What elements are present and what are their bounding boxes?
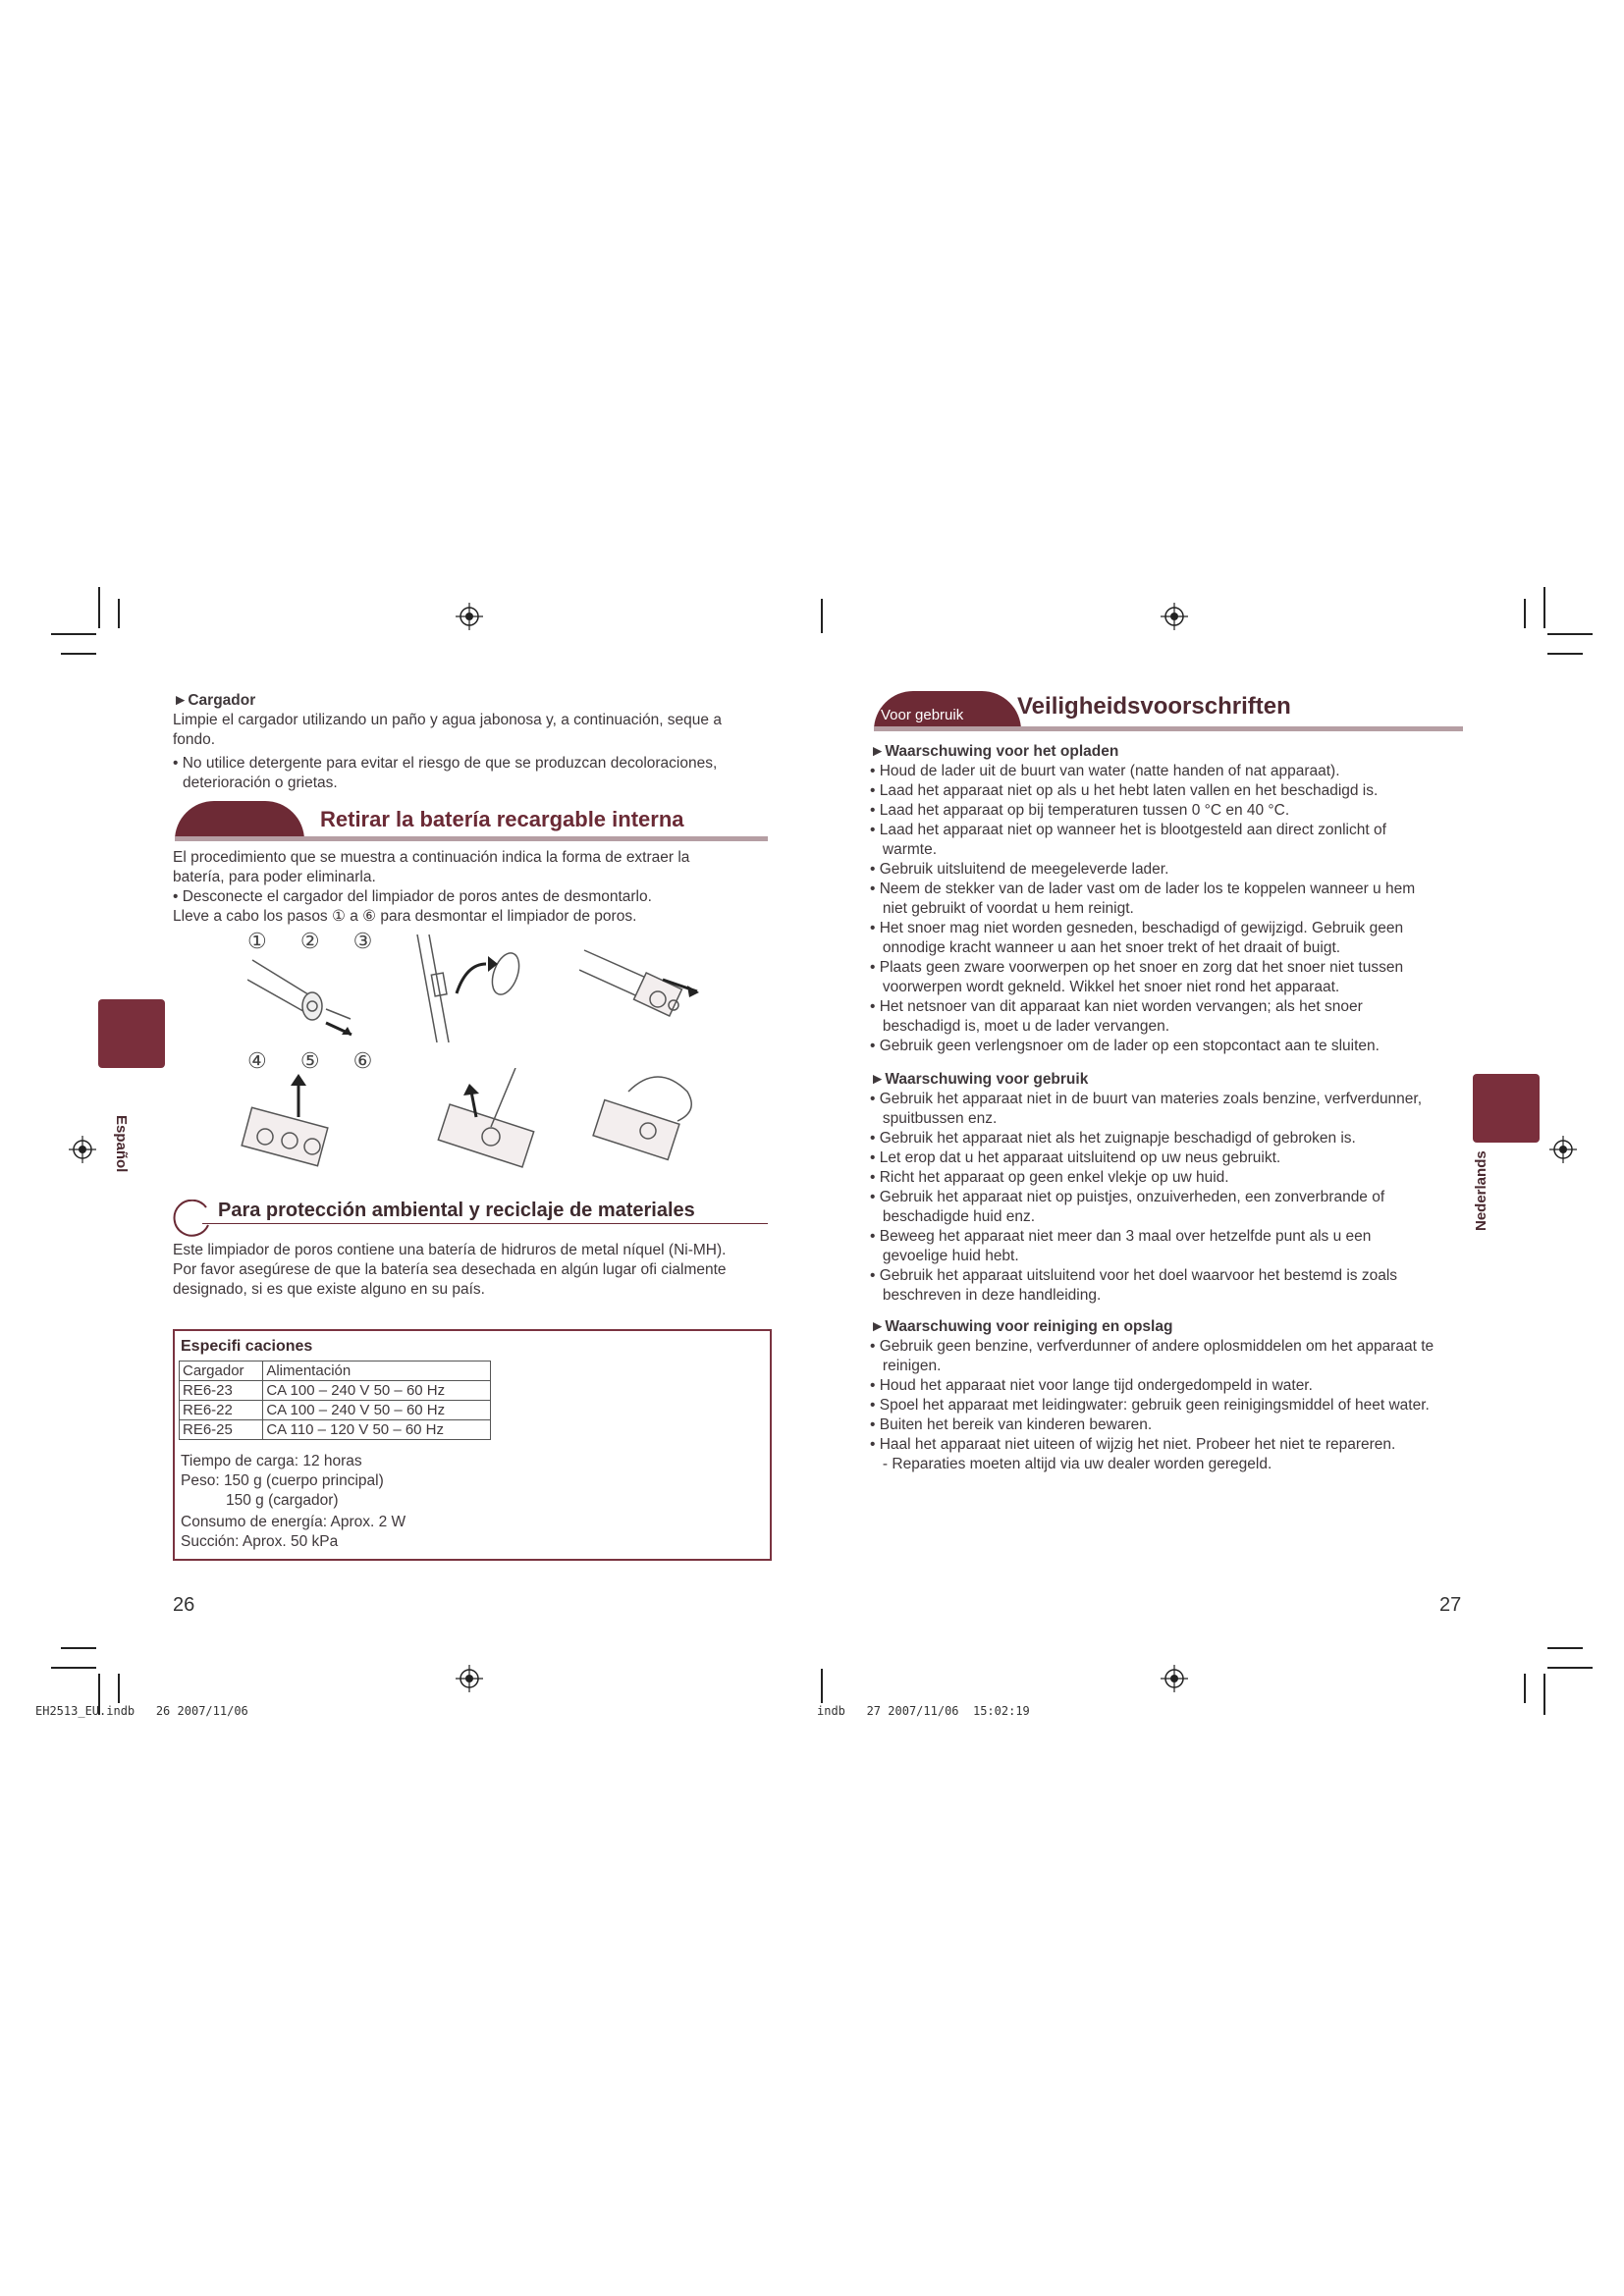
footer-file: indb 27	[817, 1704, 882, 1718]
recycle-circle-icon	[173, 1200, 212, 1239]
registration-target-icon	[69, 1136, 96, 1163]
gebruik-list	[870, 1090, 1469, 1306]
footer-slug-left	[35, 1704, 248, 1718]
list-item: • Gebruik het apparaat niet op puistjes, onzuiverheden, een zonverbrande of	[870, 1189, 1385, 1205]
registration-target-icon	[1549, 1136, 1577, 1163]
list-item: • Neem de stekker van de lader vast om de lader los te koppelen wanneer u hem	[870, 881, 1416, 897]
list-item: spuitbussen enz.	[870, 1110, 998, 1127]
list-item: onnodige kracht wanneer u aan het snoer trekt of het draait of buigt.	[870, 939, 1341, 956]
crop-mark	[118, 1674, 120, 1703]
crop-mark	[1547, 653, 1583, 655]
list-item: • Let erop dat u het apparaat uitsluitend op uw neus gebruikt.	[870, 1149, 1281, 1166]
list-item: • Laad het apparaat niet op wanneer het is blootgesteld aan direct zonlicht of	[870, 822, 1386, 838]
crop-mark	[98, 587, 100, 628]
step3-illustration	[579, 940, 717, 1034]
registration-target-icon	[456, 603, 483, 630]
table-header-cell: Cargador	[180, 1362, 263, 1381]
registration-target-icon	[1161, 603, 1188, 630]
crop-mark	[51, 633, 96, 635]
list-item: • Spoel het apparaat met leidingwater: gebruik geen reinigingsmiddel of heet water.	[870, 1397, 1430, 1414]
crop-mark	[118, 599, 120, 628]
table-cell: CA 100 – 240 V 50 – 60 Hz	[263, 1381, 491, 1401]
specs-details	[181, 1452, 672, 1552]
step6-illustration	[589, 1062, 707, 1170]
opladen-list	[870, 762, 1469, 1056]
list-item: • Richt het apparaat op geen enkel vlekje op uw huid.	[870, 1169, 1229, 1186]
specs-carga: Tiempo de carga: 12 horas	[181, 1453, 362, 1469]
list-item: • Laad het apparaat op bij temperaturen tussen 0 °C en 40 °C.	[870, 802, 1290, 819]
list-item: • Het netsnoer van dit apparaat kan niet worden vervangen; als het snoer	[870, 998, 1363, 1015]
crop-mark	[1547, 633, 1593, 635]
registration-target-icon	[456, 1665, 483, 1692]
table-cell: RE6-23	[180, 1381, 263, 1401]
cargador-section	[173, 691, 772, 793]
retirar-text: • Desconecte el cargador del limpiador de poros antes de desmontarlo.	[173, 888, 652, 905]
crop-mark	[61, 653, 96, 655]
opladen-section	[870, 742, 1469, 1056]
crop-mark	[51, 1667, 96, 1669]
crop-mark	[1547, 1667, 1593, 1669]
retirar-text: El procedimiento que se muestra a continuación indica la forma de extraer la	[173, 849, 690, 866]
crop-mark	[1524, 1674, 1526, 1703]
table-cell: RE6-22	[180, 1401, 263, 1420]
footer-date: 2007/11/06	[888, 1704, 959, 1718]
list-item: voorwerpen wordt gekneld. Wikkel het snoer niet rond het apparaat.	[870, 979, 1340, 995]
specs-table	[179, 1361, 491, 1440]
retirar-section	[173, 848, 772, 927]
list-item: • Buiten het bereik van kinderen bewaren.	[870, 1416, 1153, 1433]
arrow-right-icon: ►	[173, 692, 189, 709]
crop-mark	[1524, 599, 1526, 628]
heading-tab	[175, 801, 304, 840]
specs-consumo: Consumo de energía: Aprox. 2 W	[181, 1514, 406, 1530]
crop-mark	[61, 1647, 96, 1649]
cargador-bullet: deterioración o grietas.	[183, 774, 338, 791]
retirar-text: batería, para poder eliminarla.	[173, 869, 376, 885]
footer-file: EH2513_EU.indb 26	[35, 1704, 171, 1718]
heading-underline	[874, 726, 1463, 731]
specs-peso: Peso: 150 g (cuerpo principal)	[181, 1472, 384, 1489]
list-item: • Plaats geen zware voorwerpen op het snoer en zorg dat het snoer niet tussen	[870, 959, 1404, 976]
list-item: • Gebruik uitsluitend de meegeleverde lader.	[870, 861, 1169, 878]
heading-underline	[175, 836, 768, 841]
list-item: beschadigd is, moet u de lader vervangen.	[870, 1018, 1170, 1035]
crop-mark	[1543, 1674, 1545, 1715]
step1-illustration	[247, 940, 365, 1039]
footer-slug-right	[817, 1704, 1030, 1718]
list-item: reinigen.	[870, 1358, 942, 1374]
table-header-cell: Alimentación	[263, 1362, 491, 1381]
list-item: • Houd het apparaat niet voor lange tijd ondergedompeld in water.	[870, 1377, 1313, 1394]
arrow-right-icon: ►	[870, 1071, 886, 1088]
proteccion-title: Para protección ambiental y reciclaje de materiales	[218, 1200, 695, 1221]
list-item: • Het snoer mag niet worden gesneden, beschadigd of gewijzigd. Gebruik geen	[870, 920, 1404, 936]
list-item: - Reparaties moeten altijd via uw dealer worden geregeld.	[870, 1456, 1272, 1472]
crop-mark	[1543, 587, 1545, 628]
list-item: beschadigde huid enz.	[870, 1208, 1036, 1225]
list-item: gevoelige huid hebt.	[870, 1248, 1019, 1264]
list-item: • Laad het apparaat niet op als u het hebt laten vallen en het beschadigd is.	[870, 782, 1379, 799]
crop-mark	[821, 599, 823, 633]
list-item: • Gebruik geen verlengsnoer om de lader op een stopcontact aan te sluiten.	[870, 1038, 1380, 1054]
step2-illustration	[398, 934, 535, 1042]
footer-date: 2007/11/06	[177, 1704, 248, 1718]
table-row	[180, 1362, 491, 1381]
list-item: beschreven in deze handleiding.	[870, 1287, 1102, 1304]
specs-peso: 150 g (cargador)	[226, 1492, 339, 1509]
heading-underline	[202, 1223, 768, 1224]
table-cell: CA 110 – 120 V 50 – 60 Hz	[263, 1420, 491, 1440]
specs-title: Especifi caciones	[181, 1338, 313, 1355]
list-item: • Houd de lader uit de buurt van water (natte handen of nat apparaat).	[870, 763, 1340, 779]
language-tab-marker	[1473, 1074, 1540, 1143]
gebruik-heading: Waarschuwing voor gebruik	[885, 1071, 1089, 1088]
language-tab-label: Nederlands	[1473, 1150, 1489, 1231]
list-item: warmte.	[870, 841, 938, 858]
arrow-right-icon: ►	[870, 743, 886, 760]
gebruik-section	[870, 1070, 1469, 1306]
proteccion-section	[173, 1241, 772, 1300]
table-row	[180, 1420, 491, 1440]
registration-target-icon	[1161, 1665, 1188, 1692]
list-item: • Beweeg het apparaat niet meer dan 3 maal over hetzelfde punt als u een	[870, 1228, 1372, 1245]
table-row	[180, 1381, 491, 1401]
list-item: • Gebruik geen benzine, verfverdunner of andere oplosmiddelen om het apparaat te	[870, 1338, 1435, 1355]
retirar-text: Lleve a cabo los pasos ① a ⑥ para desmontar el limpiador de poros.	[173, 908, 637, 925]
footer-time: 15:02:19	[972, 1704, 1030, 1718]
proteccion-text: Este limpiador de poros contiene una batería de hidruros de metal níquel (Ni-MH).	[173, 1242, 727, 1258]
opladen-heading: Waarschuwing voor het opladen	[885, 743, 1119, 760]
crop-mark	[1547, 1647, 1583, 1649]
veiligheid-title: Veiligheidsvoorschriften	[1017, 693, 1291, 720]
list-item: • Haal het apparaat niet uiteen of wijzig het niet. Probeer het niet te repareren.	[870, 1436, 1396, 1453]
voor-gebruik-tag: Voor gebruik	[881, 707, 964, 723]
retirar-title: Retirar la batería recargable interna	[320, 807, 684, 831]
reiniging-heading: Waarschuwing voor reiniging en opslag	[885, 1318, 1173, 1335]
list-item: • Gebruik het apparaat uitsluitend voor het doel waarvoor het bestemd is zoals	[870, 1267, 1398, 1284]
step5-illustration	[422, 1068, 560, 1176]
list-item: • Gebruik het apparaat niet in de buurt van materies zoals benzine, verfverdunner,	[870, 1091, 1423, 1107]
steps-label-top: ① ② ③	[247, 929, 387, 953]
cargador-text: fondo.	[173, 731, 216, 748]
step4-illustration	[236, 1068, 363, 1176]
reiniging-list	[870, 1337, 1469, 1474]
proteccion-text: designado, si es que existe alguno en su país.	[173, 1281, 485, 1298]
proteccion-text: Por favor asegúrese de que la batería sea desechada en algún lugar ofi cialmente	[173, 1261, 727, 1278]
list-item: niet gebruikt of voordat u hem reinigt.	[870, 900, 1134, 917]
cargador-bullet: • No utilice detergente para evitar el riesgo de que se produzcan decoloraciones,	[173, 755, 718, 772]
list-item: • Gebruik het apparaat niet als het zuignapje beschadigd of gebroken is.	[870, 1130, 1356, 1147]
page-number-left: 26	[173, 1594, 195, 1616]
cargador-text: Limpie el cargador utilizando un paño y agua jabonosa y, a continuación, seque a	[173, 712, 722, 728]
table-cell: RE6-25	[180, 1420, 263, 1440]
page-number-right: 27	[1439, 1594, 1462, 1616]
reiniging-section	[870, 1317, 1469, 1474]
table-row	[180, 1401, 491, 1420]
arrow-right-icon: ►	[870, 1318, 886, 1335]
table-cell: CA 100 – 240 V 50 – 60 Hz	[263, 1401, 491, 1420]
steps-label-bottom: ④ ⑤ ⑥	[247, 1048, 387, 1073]
cargador-heading: Cargador	[188, 692, 256, 709]
language-tab-marker	[98, 999, 165, 1068]
specs-succion: Succión: Aprox. 50 kPa	[181, 1533, 339, 1550]
crop-mark	[821, 1669, 823, 1703]
language-tab-label: Español	[113, 1115, 130, 1173]
